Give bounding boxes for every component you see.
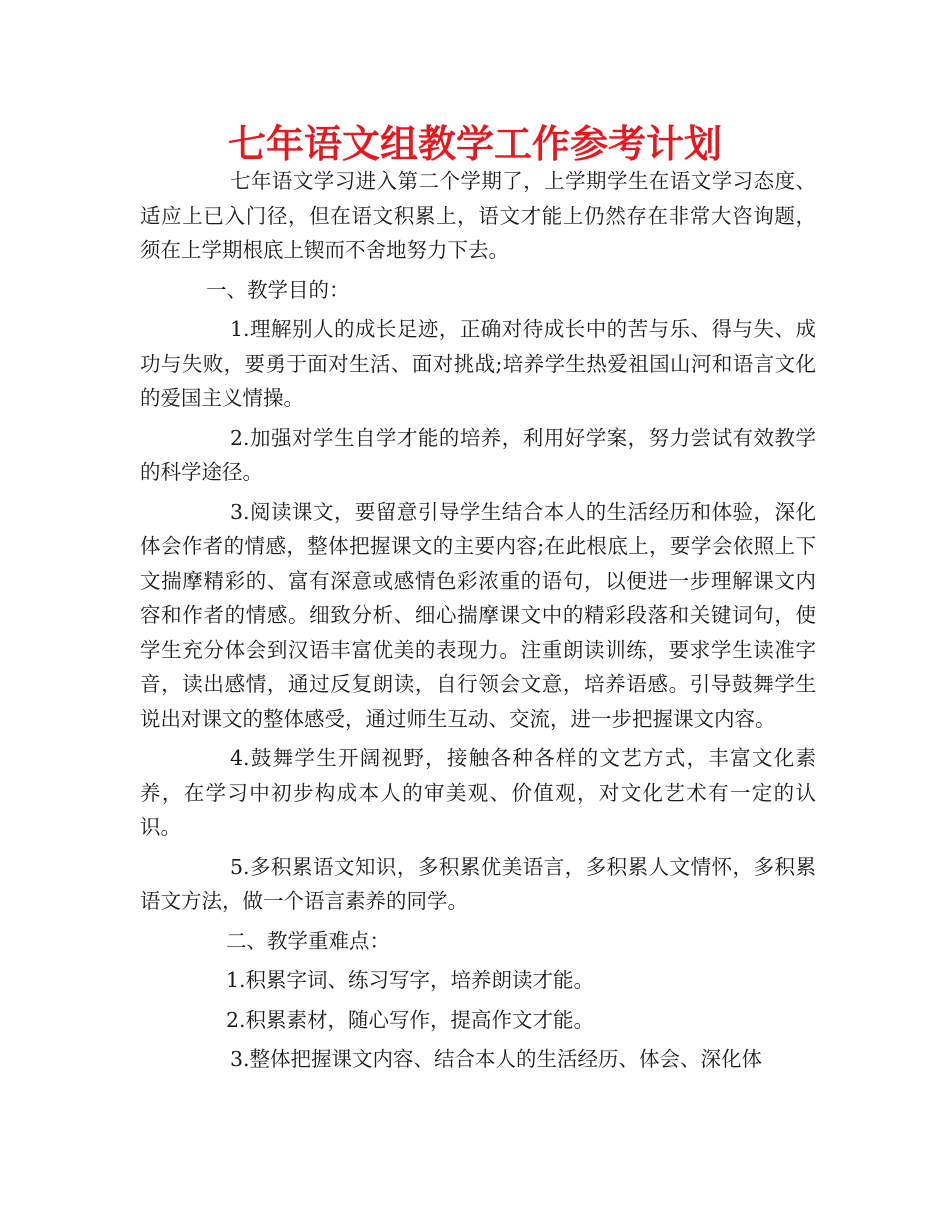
document-title: 七年语文组教学工作参考计划: [227, 122, 722, 166]
key-point-item-3: 3.整体把握课文内容、结合本人的生活经历、体会、深化体: [230, 1047, 763, 1071]
key-point-item-2: 2.积累素材，随心写作，提高作文才能。: [226, 1007, 595, 1032]
section-heading-goals: 一、教学目的：: [206, 277, 350, 302]
section-heading-key-points: 二、教学重难点：: [226, 928, 390, 953]
goal-item-4: 4.鼓舞学生开阔视野，接触各种各样的文艺方式，丰富文化素养，在学习中初步构成本人的审美观、价值观，对文化艺术有一定的认识。: [140, 746, 816, 839]
goal-item-5: 5.多积累语文知识，多积累优美语言，多积累人文情怀，多积累语文方法，做一个语言素养的同学。: [140, 854, 816, 913]
key-point-item-1: 1.积累字词、练习写字，培养朗读才能。: [226, 968, 595, 992]
goal-item-1: 1.理解别人的成长足迹，正确对待成长中的苦与乐、得与失、成功与失败，要勇于面对生活、面对挑战;培养学生热爱祖国山河和语言文化的爱国主义情操。: [140, 317, 816, 410]
goal-item-2: 2.加强对学生自学才能的培养，利用好学案，努力尝试有效教学的科学途径。: [140, 425, 816, 484]
goal-item-3: 3.阅读课文，要留意引导学生结合本人的生活经历和体验，深化体会作者的情感，整体把握课文的主要内容;在此根底上，要学会依照上下文揣摩精彩的、富有深意或感情色彩浓重的语句，以便进一步理解课文内容和作者的情感。细致分析、细心揣摩课文中的精彩段落和关键词句，使学生充分体会到汉语丰富优美的表现力。注重朗读训练，要求学生读准字音，读出感情，通过反复朗读，自行领会文意，培养语感。引导鼓舞学生说出对课文的整体感受，通过师生互动、交流，进一步把握课文内容。: [140, 499, 816, 731]
intro-paragraph: 七年语文学习进入第二个学期了，上学期学生在语文学习态度、适应上已入门径，但在语文积累上，语文才能上仍然存在非常大咨询题，须在上学期根底上锲而不舍地努力下去。: [140, 169, 816, 262]
document-body: [140, 164, 816, 1077]
